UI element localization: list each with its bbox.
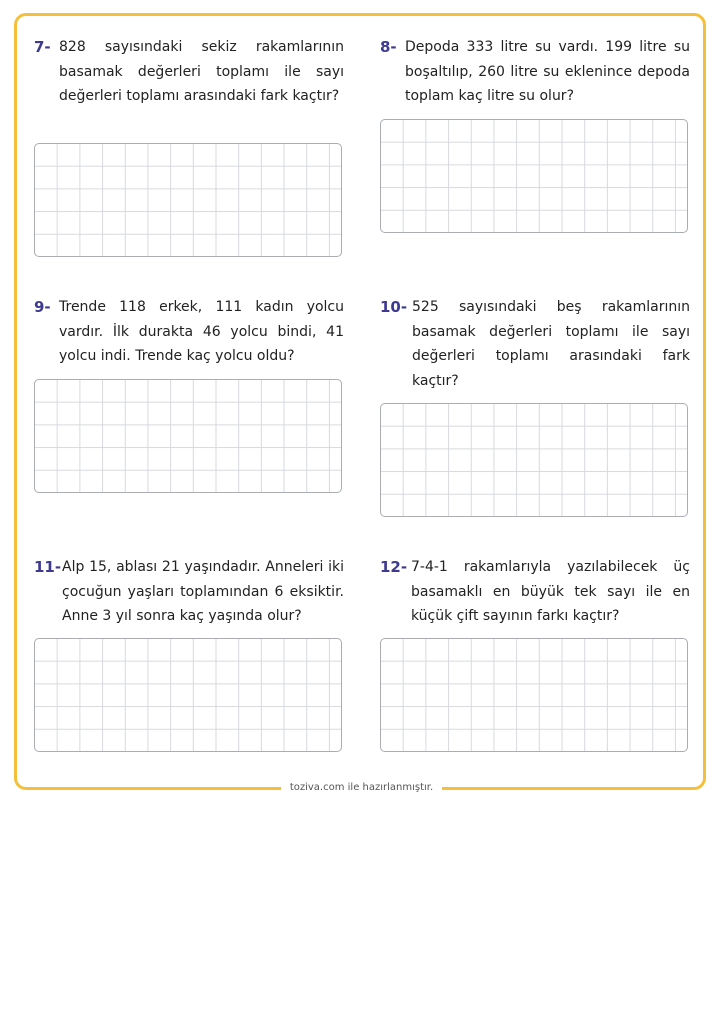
question-text: 525 sayısındaki beş rakamlarının basamak değerleri toplamı ile sayı değerleri toplamı arasındaki fark kaçtır? xyxy=(412,299,690,389)
question-7 xyxy=(34,35,344,109)
answer-grid-12[interactable] xyxy=(380,638,688,752)
question-number: 9- xyxy=(34,298,51,316)
question-number: 12- xyxy=(380,558,408,576)
question-number: 11- xyxy=(34,558,62,576)
question-text: 7-4-1 rakamlarıyla yazılabilecek üç basamaklı en büyük tek sayı ile en küçük çift sayının farkı kaçtır? xyxy=(411,559,690,624)
question-12 xyxy=(380,555,690,629)
question-text: Trende 118 erkek, 111 kadın yolcu vardır. İlk durakta 46 yolcu bindi, 41 yolcu indi. Trende kaç yolcu oldu? xyxy=(59,299,344,364)
answer-grid-10[interactable] xyxy=(380,403,688,517)
question-text: Depoda 333 litre su vardı. 199 litre su boşaltılıp, 260 litre su eklenince depoda toplam kaç litre su olur? xyxy=(405,39,690,104)
question-10 xyxy=(380,295,690,393)
question-9 xyxy=(34,295,344,369)
question-text: 828 sayısındaki sekiz rakamlarının basamak değerleri toplamı ile sayı değerleri toplamı arasındaki fark kaçtır? xyxy=(59,39,344,104)
question-number: 8- xyxy=(380,38,397,56)
question-number: 10- xyxy=(380,298,408,316)
answer-grid-11[interactable] xyxy=(34,638,342,752)
answer-grid-7[interactable] xyxy=(34,143,342,257)
answer-grid-9[interactable] xyxy=(34,379,342,493)
footer xyxy=(0,780,723,796)
question-8 xyxy=(380,35,690,109)
question-text: Alp 15, ablası 21 yaşındadır. Anneleri iki çocuğun yaşları toplamından 6 eksiktir. Anne 3 yıl sonra kaç yaşında olur? xyxy=(62,559,344,624)
answer-grid-8[interactable] xyxy=(380,119,688,233)
question-number: 7- xyxy=(34,38,51,56)
footer-text: toziva.com ile hazırlanmıştır. xyxy=(281,780,442,796)
question-11 xyxy=(34,555,344,629)
